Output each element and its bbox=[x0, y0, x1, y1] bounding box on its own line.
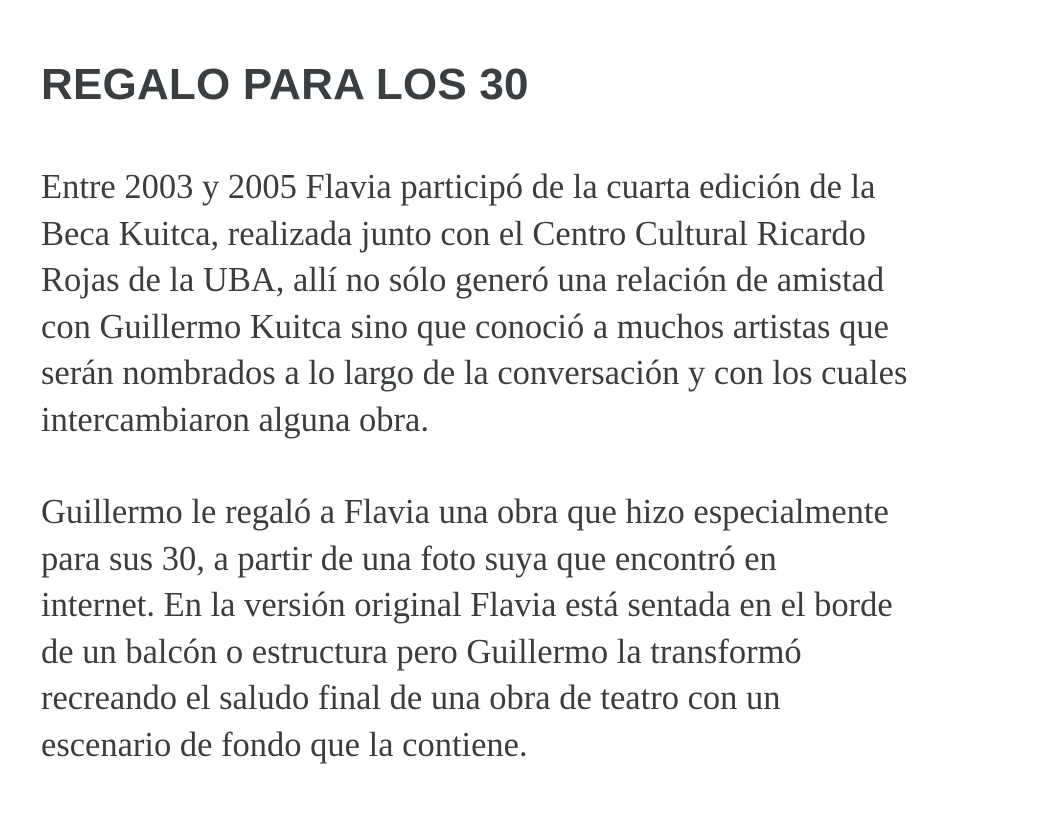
paragraph-regalo bbox=[41, 489, 1031, 768]
paragraph-line: recreando el saludo final de una obra de teatro con un bbox=[41, 679, 781, 717]
paragraph-beca-kuitca bbox=[41, 164, 1031, 443]
paragraph-line: de un balcón o estructura pero Guillermo la transformó bbox=[41, 632, 802, 671]
paragraph-line: Rojas de la UBA, allí no sólo generó una relación de amistad bbox=[41, 261, 885, 299]
paragraph-line: para sus 30, a partir de una foto suya que encontró en bbox=[41, 539, 777, 578]
article-title: REGALO PARA LOS 30 bbox=[41, 60, 529, 109]
article bbox=[41, 58, 1031, 768]
paragraph-line: Entre 2003 y 2005 Flavia participó de la cuarta edición de la bbox=[41, 168, 876, 206]
paragraph-line: Beca Kuitca, realizada junto con el Centro Cultural Ricardo bbox=[41, 214, 866, 253]
paragraph-line: serán nombrados a lo largo de la conversación y con los cuales bbox=[41, 354, 908, 392]
paragraph-line: intercambiaron alguna obra. bbox=[41, 400, 429, 439]
paragraph-line: Guillermo le regaló a Flavia una obra que hizo especialmente bbox=[41, 493, 889, 531]
paragraph-line: internet. En la versión original Flavia está sentada en el borde bbox=[41, 586, 893, 624]
paragraph-line: con Guillermo Kuitca sino que conoció a muchos artistas que bbox=[41, 307, 889, 346]
paragraph-line: escenario de fondo que la contiene. bbox=[41, 725, 528, 764]
